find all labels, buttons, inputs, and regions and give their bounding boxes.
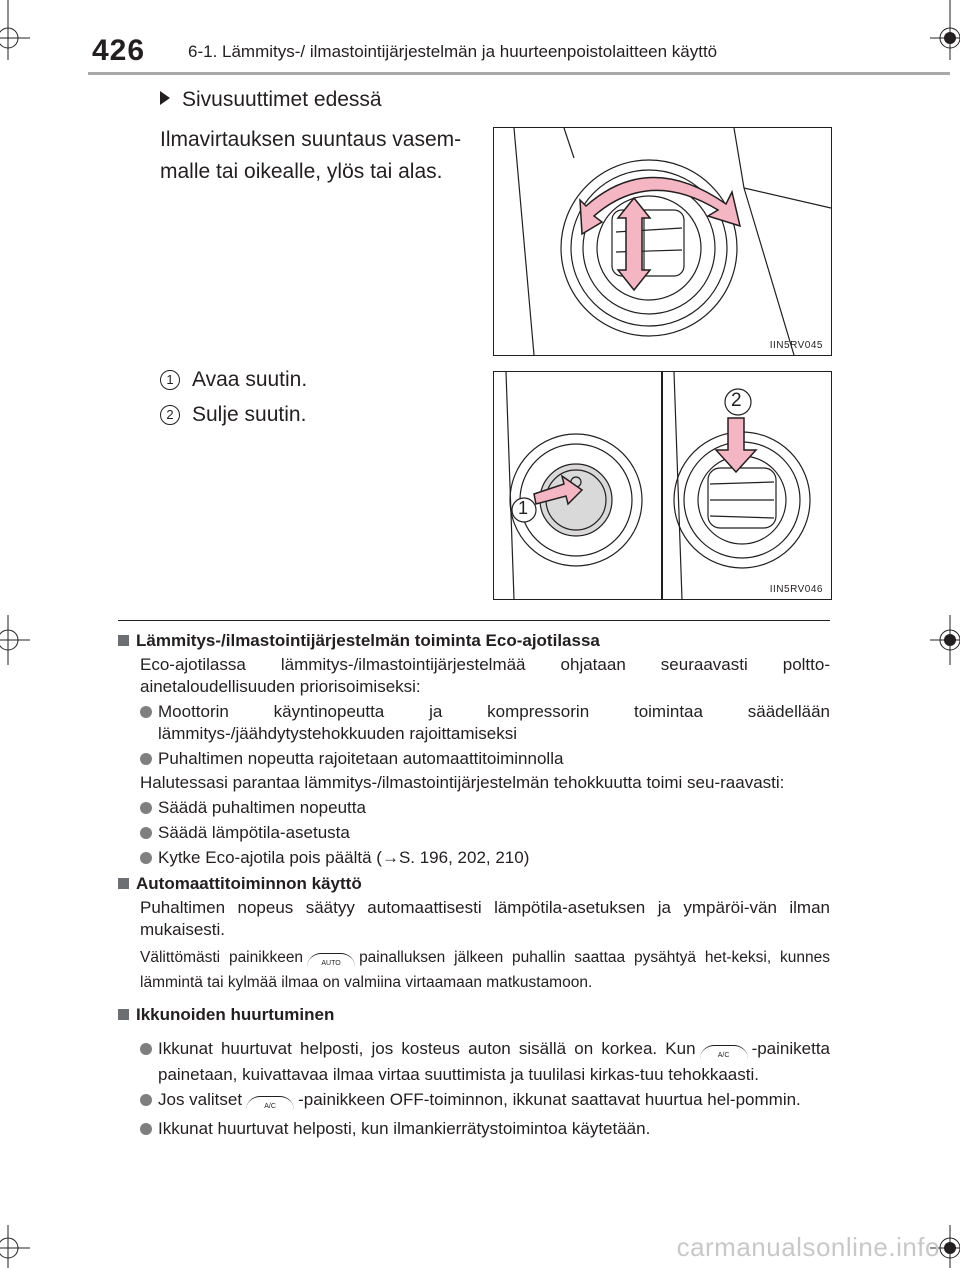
list-item: Ikkunat huurtuvat helposti, kun ilmankierrätystoimintoa käytetään. <box>140 1118 830 1140</box>
page-number: 426 <box>92 34 146 67</box>
bullet-icon <box>140 827 152 839</box>
bullet-icon <box>140 1123 152 1135</box>
square-bullet-icon <box>118 878 129 889</box>
eco-para2: Halutessasi parantaa lämmitys-/ilmastointijärjestelmän tehokkuutta toimi seu-raavasti: <box>140 773 785 792</box>
fog-section-title: Ikkunoiden huurtuminen <box>118 1004 830 1026</box>
step-1: 1 Avaa suutin. <box>160 368 307 392</box>
list-item: Jos valitset A/C -painikkeen OFF-toiminnon, ikkunat saattavat huurtua hel-pommin. <box>140 1089 830 1115</box>
separator <box>118 620 830 621</box>
auto-para1: Puhaltimen nopeus säätyy automaattisesti lämpötila-asetuksen ja ympäröi-vän ilman mukaisesti. <box>140 898 830 939</box>
auto-button-icon: AUTO <box>307 953 355 972</box>
bullet-icon <box>140 802 152 814</box>
list-item: Moottorin käyntinopeutta ja kompressorin toimintaa säädellään lämmitys-/jäähdytystehokkuuden rajoittamiseksi <box>140 701 830 745</box>
auto-para2: Välittömästi painikkeen AUTO painalluksen jälkeen puhallin saattaa pysähtyä het-keksi, kunnes lämmintä tai kylmää ilmaa on valmiina virtaamaan matkustamoon. <box>140 949 830 991</box>
bullet-icon <box>140 1043 152 1055</box>
list-item: Ikkunat huurtuvat helposti, jos kosteus auton sisällä on korkea. Kun A/C -painiketta painetaan, kuivattavaa ilmaa virtaa suuttimista ja tuulilasi kirkas-tuu tehokkaasti. <box>140 1038 830 1086</box>
callout-2: 2 <box>731 390 742 411</box>
figure-vent-open-close <box>493 371 832 600</box>
section-description: Ilmavirtauksen suuntaus vasem-malle tai oikealle, ylös tai alas. <box>160 128 462 183</box>
notes-body <box>118 628 830 1140</box>
subheading: Sivusuuttimet edessä <box>160 88 382 112</box>
square-bullet-icon <box>118 635 129 646</box>
ac-button-icon: A/C <box>700 1045 748 1064</box>
callout-1: 1 <box>518 498 529 518</box>
bullet-icon <box>140 706 152 718</box>
curved-arrow <box>580 177 740 234</box>
figure-code: IIN5RV045 <box>769 340 823 351</box>
eco-section-title: Lämmitys-/ilmastointijärjestelmän toiminta Eco-ajotilassa <box>118 630 830 652</box>
vertical-arrow <box>618 198 650 290</box>
figure-code: IIN5RV046 <box>769 584 823 595</box>
figure-side-vent-direction <box>493 127 832 356</box>
triangle-icon <box>160 91 170 105</box>
list-item: Kytke Eco-ajotila pois päältä (→S. 196, 202, 210) <box>140 847 830 869</box>
list-item: Säädä lämpötila-asetusta <box>140 822 830 844</box>
list-item: Säädä puhaltimen nopeutta <box>140 797 830 819</box>
header-rule <box>88 72 950 75</box>
step-2: 2 Sulje suutin. <box>160 403 306 427</box>
eco-intro: Eco-ajotilassa lämmitys-/ilmastointijärjestelmää ohjataan seuraavasti poltto-ainetaloudellisuuden priorisoimiseksi: <box>140 655 830 696</box>
bullet-icon <box>140 1094 152 1106</box>
bullet-icon <box>140 753 152 765</box>
auto-section-title: Automaattitoiminnon käyttö <box>118 873 830 895</box>
chapter-title: 6-1. Lämmitys-/ ilmastointijärjestelmän ja huurteenpoistolaitteen käyttö <box>188 42 718 61</box>
bullet-icon <box>140 852 152 864</box>
ac-button-icon: A/C <box>246 1096 294 1115</box>
square-bullet-icon <box>118 1009 129 1020</box>
watermark: carmanualsonline.info <box>676 1232 940 1262</box>
list-item: Puhaltimen nopeutta rajoitetaan automaattitoiminnolla <box>140 748 830 770</box>
